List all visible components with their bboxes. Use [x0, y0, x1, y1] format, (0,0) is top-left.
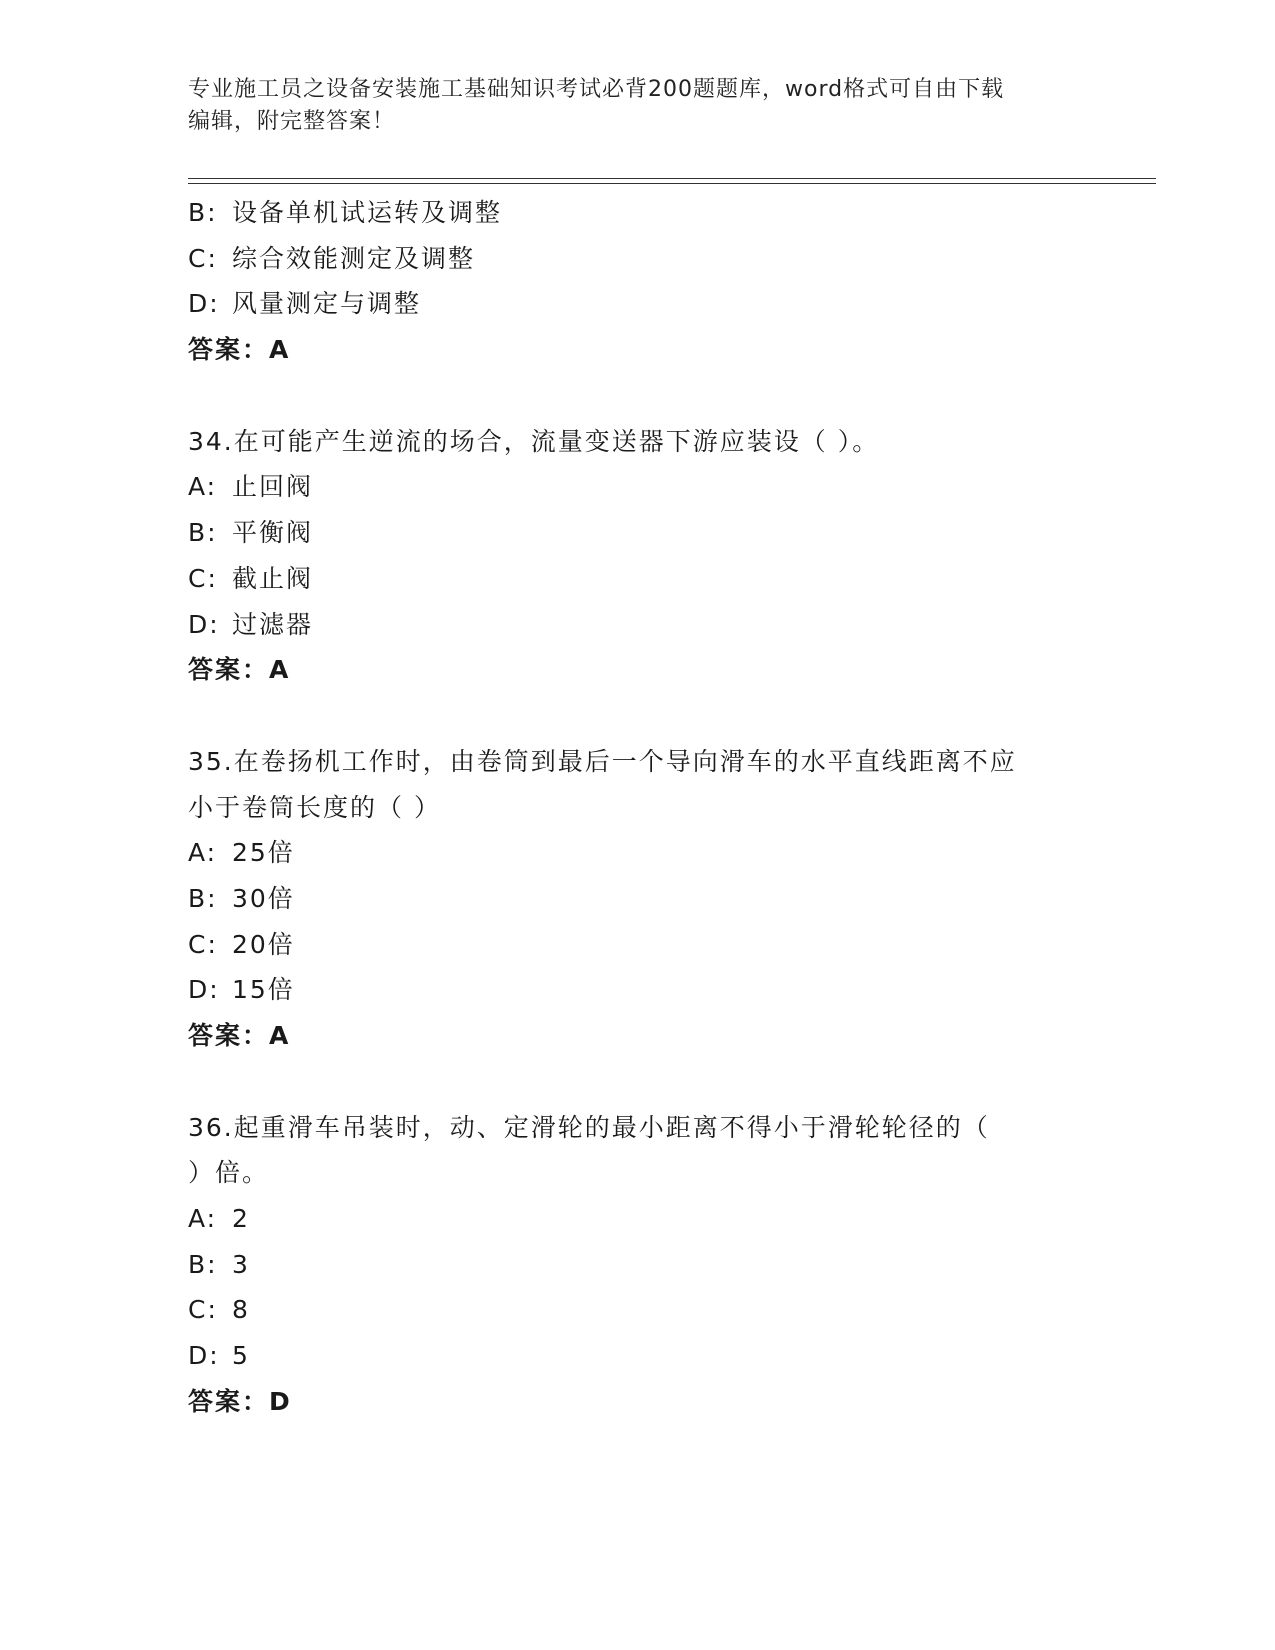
header-rule-top	[188, 178, 1156, 179]
option-c	[188, 1287, 1088, 1333]
question-text-continued: ）倍。	[188, 1158, 270, 1188]
answer: 答案：A	[188, 1021, 291, 1050]
document-header	[188, 74, 1068, 138]
option-key: B:	[188, 198, 218, 227]
header-rule-bottom	[188, 183, 1156, 184]
option-text: 5	[232, 1341, 250, 1371]
option-text: 过滤器	[232, 609, 314, 639]
option-key: B:	[188, 518, 218, 548]
option-text: 2	[232, 1204, 250, 1234]
option-d	[188, 1333, 1088, 1379]
question-continuation	[188, 190, 1088, 373]
header-line-2: 编辑，附完整答案！	[188, 109, 396, 134]
option-b	[188, 510, 1088, 556]
option-b	[188, 1242, 1088, 1288]
option-key: B:	[188, 883, 218, 913]
question-35	[188, 739, 1088, 1059]
option-text: 平衡阀	[232, 518, 314, 548]
option-c	[188, 922, 1088, 968]
option-key: A:	[188, 472, 218, 502]
option-d	[188, 602, 1088, 648]
option-key: D:	[188, 609, 220, 639]
option-c	[188, 556, 1088, 602]
option-text: 止回阀	[232, 472, 314, 502]
option-text: 30倍	[232, 883, 295, 913]
option-a	[188, 830, 1088, 876]
option-key: D:	[188, 1341, 220, 1371]
question-34	[188, 419, 1088, 693]
option-text: 设备单机试运转及调整	[232, 198, 503, 227]
spacer	[188, 693, 1088, 739]
option-c	[188, 236, 1088, 282]
question-text: 36.起重滑车吊装时，动、定滑轮的最小距离不得小于滑轮轮径的（	[188, 1112, 990, 1142]
option-key: C:	[188, 243, 218, 273]
spacer	[188, 1059, 1088, 1105]
option-b	[188, 876, 1088, 922]
option-key: D:	[188, 975, 220, 1005]
option-d	[188, 281, 1088, 327]
option-a	[188, 1196, 1088, 1242]
option-d	[188, 967, 1088, 1013]
option-text: 8	[232, 1295, 250, 1325]
option-text: 综合效能测定及调整	[232, 243, 476, 273]
option-key: C:	[188, 563, 218, 593]
question-list	[188, 190, 1088, 1425]
answer: 答案：D	[188, 1386, 292, 1416]
option-key: D:	[188, 289, 220, 319]
option-text: 截止阀	[232, 563, 314, 593]
question-text: 35.在卷扬机工作时，由卷筒到最后一个导向滑车的水平直线距离不应	[188, 746, 1017, 776]
option-key: C:	[188, 929, 218, 959]
option-text: 3	[232, 1249, 250, 1279]
option-text: 20倍	[232, 929, 295, 959]
answer: 答案：A	[188, 655, 291, 685]
option-text: 风量测定与调整	[232, 289, 422, 319]
option-key: B:	[188, 1249, 218, 1279]
option-a	[188, 464, 1088, 510]
spacer	[188, 373, 1088, 419]
question-text: 34.在可能产生逆流的场合，流量变送器下游应装设（ ）。	[188, 426, 880, 456]
option-text: 15倍	[232, 975, 295, 1005]
question-36	[188, 1105, 1088, 1425]
option-b	[188, 190, 1088, 236]
option-key: A:	[188, 1204, 218, 1234]
option-text: 25倍	[232, 838, 295, 868]
option-key: C:	[188, 1295, 218, 1325]
option-key: A:	[188, 838, 218, 868]
question-text-continued: 小于卷筒长度的（ ）	[188, 792, 441, 822]
header-line-1: 专业施工员之设备安装施工基础知识考试必背200题题库，word格式可自由下载	[188, 77, 1005, 102]
answer: 答案：A	[188, 335, 291, 365]
